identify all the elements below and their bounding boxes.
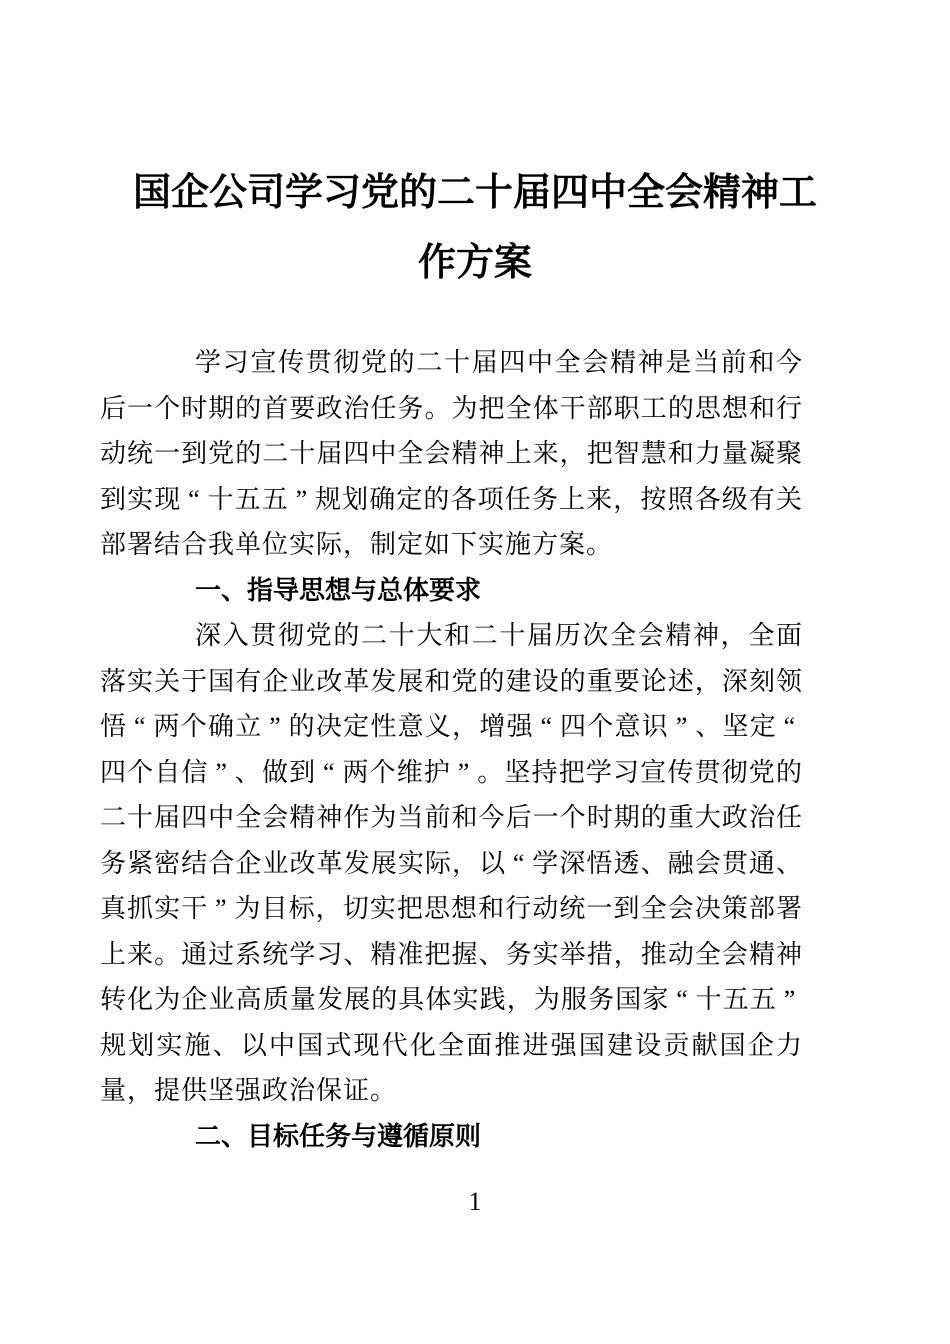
page-number: 1 [468, 1187, 482, 1216]
document-body [100, 340, 803, 1159]
section-heading-2: 二、目标任务与遵循原则 [195, 1120, 482, 1151]
document-title: 国企公司学习党的二十届四中全会精神工作方案 [132, 172, 817, 284]
section-heading-1: 一、指导思想与总体要求 [195, 574, 482, 605]
guiding-ideology-paragraph: 深入贯彻党的二十大和二十届历次全会精神，全面落实关于国有企业改革发展和党的建设的重要论述，深刻领悟 “ 两个确立 ” 的决定性意义，增强 “ 四个意识 ” 、坚定 “四个自信 ” 、做到 “ 两个维护 ” 。坚持把学习宣传贯彻党的二十届四中全会精神作为当前和今后一个时期的重大政治任务紧密结合企业改革发展实际，以 “ 学深悟透、融会贯通、真抓实干 ” 为目标，切实把思想和行动统一到全会决策部署上来。通过系统学习、精准把握、务实举措，推动全会精神转化为企业高质量发展的具体实践，为服务国家 “ 十五五 ”规划实施、以中国式现代化全面推进强国建设贡献国企力量，提供坚强政治保证。 [100, 621, 803, 1105]
intro-paragraph: 学习宣传贯彻党的二十届四中全会精神是当前和今后一个时期的首要政治任务。为把全体干部职工的思想和行动统一到党的二十届四中全会精神上来，把智慧和力量凝聚到实现 “ 十五五 ” 规划确定的各项任务上来，按照各级有关部署结合我单位实际，制定如下实施方案。 [100, 348, 803, 559]
